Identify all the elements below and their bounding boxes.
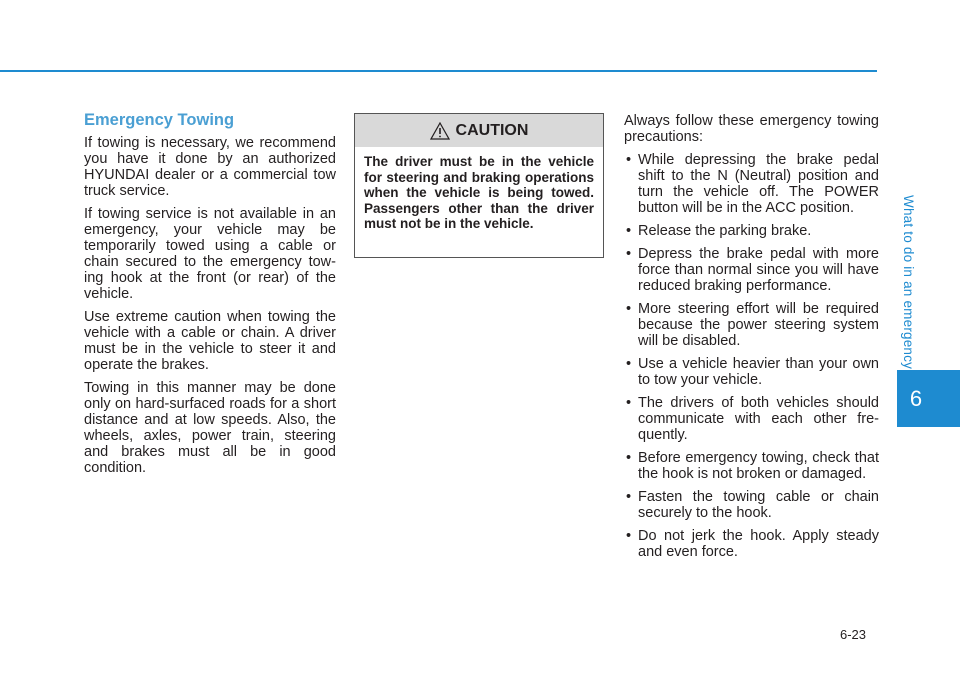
list-item: • More steering effort will be required because the power steering system will be disabled.: [624, 301, 879, 349]
paragraph: Towing in this manner may be done only on hard-surfaced roads for a short distance and at low speeds. Also, the wheels, axles, power train, steering and brakes must all be in good condition.: [84, 380, 336, 476]
list-item: • Release the parking brake.: [624, 223, 879, 239]
caution-title: CAUTION: [455, 121, 529, 139]
paragraph: If towing is necessary, we recommend you have it done by an authorized HYUNDAI dealer or a commercial tow truck service.: [84, 135, 336, 199]
precautions-list: [624, 152, 879, 560]
list-item: • Use a vehicle heavier than your own to tow your vehicle.: [624, 356, 879, 388]
left-column: [84, 108, 336, 483]
caution-box: [354, 113, 604, 258]
top-rule: [0, 70, 877, 72]
list-item: • While depressing the brake pedal shift to the N (Neutral) position and turn the vehicle off. The POWER button will be in the ACC position.: [624, 152, 879, 216]
list-item: • Before emergency towing, check that the hook is not broken or damaged.: [624, 450, 879, 482]
list-item: • Do not jerk the hook. Apply steady and even force.: [624, 528, 879, 560]
chapter-side-title: What to do in an emergency: [901, 195, 916, 370]
intro-text: Always follow these emergency towing precautions:: [624, 113, 879, 145]
section-heading: Emergency Towing: [84, 111, 235, 129]
chapter-tab: [897, 370, 960, 427]
caution-text: The driver must be in the vehicle for steering and braking operations when the vehicle is being towed. Passengers other than the driver must not be in the vehicle.: [364, 154, 594, 231]
list-item: • Depress the brake pedal with more force than normal since you will have reduced braking performance.: [624, 246, 879, 294]
warning-triangle-icon: [430, 122, 450, 140]
caution-header: [355, 114, 603, 147]
list-item: • The drivers of both vehicles should communicate with each other frequently.: [624, 395, 879, 443]
page-number: 6-23: [840, 627, 867, 642]
right-column: [624, 113, 879, 567]
list-item: • Fasten the towing cable or chain securely to the hook.: [624, 489, 879, 521]
chapter-number: 6: [909, 385, 923, 411]
paragraph: Use extreme caution when towing the vehicle with a cable or chain. A driver must be in the vehicle to steer it and operate the brakes.: [84, 309, 336, 373]
paragraph: If towing service is not available in an emergency, your vehicle may be temporarily towed using a cable or chain secured to the emergency towing hook at the front (or rear) of the vehicle.: [84, 206, 336, 302]
